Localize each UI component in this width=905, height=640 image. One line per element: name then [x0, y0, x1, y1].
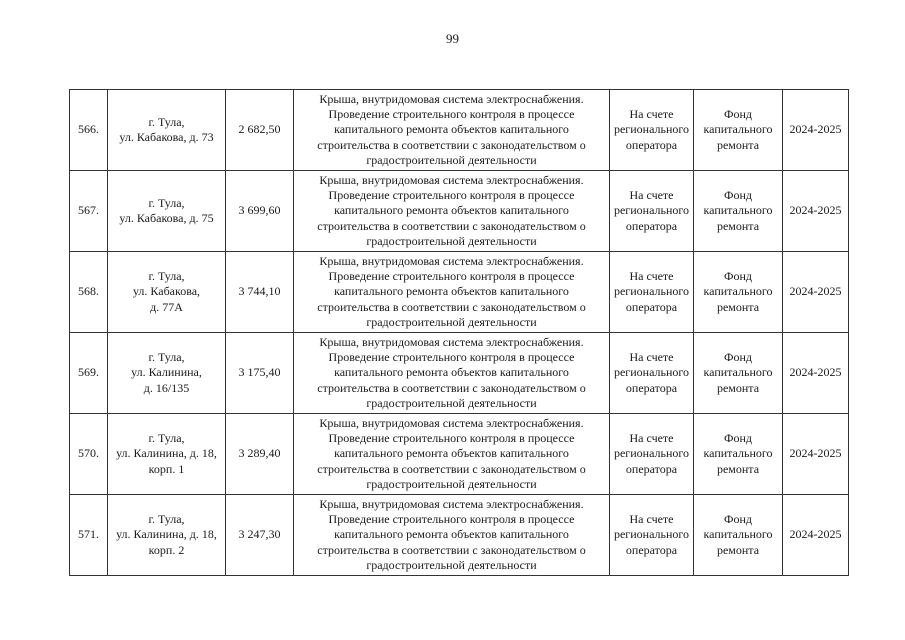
- work-type-cell-line: капитального ремонта объектов капитального: [334, 122, 569, 137]
- funding-source-cell: [694, 495, 783, 576]
- funding-source-cell-line: Фонд: [723, 188, 752, 203]
- address-cell: [108, 171, 226, 252]
- address-cell-line: д. 77А: [150, 299, 183, 314]
- address-cell-line: г. Тула,: [148, 512, 185, 527]
- work-type-cell-line: строительства в соответствии с законодательством о: [317, 380, 586, 395]
- account-cell: [610, 252, 694, 333]
- work-type-cell-line: Крыша, внутридомовая система электроснабжения.: [319, 416, 584, 431]
- address-cell-line: г. Тула,: [148, 431, 185, 446]
- funding-source-cell-line: Фонд: [723, 107, 752, 122]
- account-cell-line: оператора: [625, 218, 678, 233]
- work-type-cell-line: Крыша, внутридомовая система электроснабжения.: [319, 173, 584, 188]
- period-cell: 2024-2025: [783, 414, 849, 495]
- funding-source-cell: [694, 90, 783, 171]
- funding-source-cell: [694, 252, 783, 333]
- funding-source-cell: [694, 171, 783, 252]
- funding-source-cell-line: ремонта: [716, 218, 760, 233]
- work-type-cell-line: строительства в соответствии с законодательством о: [317, 299, 586, 314]
- work-type-cell: [294, 495, 610, 576]
- work-type-cell-line: Проведение строительного контроля в процессе: [328, 269, 575, 284]
- period-cell: 2024-2025: [783, 333, 849, 414]
- work-type-cell-line: строительства в соответствии с законодательством о: [317, 137, 586, 152]
- account-cell: [610, 414, 694, 495]
- work-type-cell-line: Крыша, внутридомовая система электроснабжения.: [319, 335, 584, 350]
- work-type-cell: [294, 252, 610, 333]
- row-number-cell: 568.: [70, 252, 108, 333]
- funding-source-cell-line: капитального: [703, 284, 773, 299]
- table-row: [70, 495, 849, 576]
- table-row: [70, 90, 849, 171]
- work-type-cell-line: строительства в соответствии с законодательством о: [317, 542, 586, 557]
- area-cell: 3 744,10: [226, 252, 294, 333]
- work-type-cell-line: капитального ремонта объектов капитального: [334, 446, 569, 461]
- row-number-cell: 566.: [70, 90, 108, 171]
- funding-source-cell-line: капитального: [703, 365, 773, 380]
- account-cell-line: регионального: [613, 527, 690, 542]
- repair-registry-table: [69, 89, 849, 576]
- funding-source-cell: [694, 333, 783, 414]
- address-cell-line: г. Тула,: [148, 195, 185, 210]
- address-cell: [108, 90, 226, 171]
- account-cell-line: регионального: [613, 365, 690, 380]
- period-cell: 2024-2025: [783, 495, 849, 576]
- account-cell-line: регионального: [613, 446, 690, 461]
- area-cell: 2 682,50: [226, 90, 294, 171]
- address-cell-line: корп. 1: [148, 461, 185, 476]
- period-cell: 2024-2025: [783, 90, 849, 171]
- work-type-cell-line: градостроительной деятельности: [366, 476, 537, 491]
- funding-source-cell-line: капитального: [703, 122, 773, 137]
- account-cell: [610, 333, 694, 414]
- account-cell-line: регионального: [613, 284, 690, 299]
- work-type-cell-line: капитального ремонта объектов капитального: [334, 284, 569, 299]
- address-cell-line: г. Тула,: [148, 269, 185, 284]
- account-cell-line: оператора: [625, 299, 678, 314]
- table-row: [70, 333, 849, 414]
- account-cell: [610, 495, 694, 576]
- account-cell-line: На счете: [629, 350, 674, 365]
- address-cell-line: ул. Кабакова, д. 73: [119, 130, 214, 144]
- page-number: 99: [446, 31, 459, 46]
- work-type-cell-line: Крыша, внутридомовая система электроснабжения.: [319, 497, 584, 512]
- funding-source-cell: [694, 414, 783, 495]
- account-cell-line: На счете: [629, 107, 674, 122]
- area-cell: 3 175,40: [226, 333, 294, 414]
- work-type-cell-line: строительства в соответствии с законодательством о: [317, 461, 586, 476]
- work-type-cell-line: Проведение строительного контроля в процессе: [328, 188, 575, 203]
- work-type-cell: [294, 333, 610, 414]
- funding-source-cell-line: капитального: [703, 203, 773, 218]
- account-cell-line: оператора: [625, 137, 678, 152]
- address-cell: [108, 414, 226, 495]
- address-cell-line: ул. Калинина, д. 18,: [116, 446, 217, 461]
- row-number-cell: 569.: [70, 333, 108, 414]
- area-cell: 3 289,40: [226, 414, 294, 495]
- period-cell: 2024-2025: [783, 171, 849, 252]
- address-cell-line: ул. Кабакова, д. 75: [119, 211, 214, 226]
- address-cell-line: д. 16/135: [143, 380, 190, 395]
- account-cell: [610, 90, 694, 171]
- account-cell-line: На счете: [629, 512, 674, 527]
- account-cell-line: регионального: [613, 122, 690, 137]
- funding-source-cell-line: ремонта: [716, 299, 760, 314]
- table-row: [70, 414, 849, 495]
- funding-source-cell-line: ремонта: [716, 461, 760, 476]
- account-cell-line: На счете: [629, 269, 674, 284]
- account-cell-line: оператора: [625, 380, 678, 395]
- work-type-cell-line: Крыша, внутридомовая система электроснабжения.: [319, 254, 584, 269]
- account-cell-line: оператора: [625, 461, 678, 476]
- work-type-cell-line: Проведение строительного контроля в процессе: [328, 107, 575, 122]
- work-type-cell-line: градостроительной деятельности: [366, 395, 537, 410]
- funding-source-cell-line: ремонта: [716, 137, 760, 152]
- work-type-cell-line: капитального ремонта объектов капитального: [334, 365, 569, 380]
- work-type-cell-line: Проведение строительного контроля в процессе: [328, 512, 575, 527]
- area-cell: 3 247,30: [226, 495, 294, 576]
- address-cell: [108, 333, 226, 414]
- row-number-cell: 570.: [70, 414, 108, 495]
- work-type-cell: [294, 171, 610, 252]
- work-type-cell-line: градостроительной деятельности: [366, 233, 537, 248]
- period-cell: 2024-2025: [783, 252, 849, 333]
- address-cell: [108, 252, 226, 333]
- table-body: [70, 90, 849, 576]
- address-cell-line: корп. 2: [148, 542, 185, 557]
- work-type-cell-line: Проведение строительного контроля в процессе: [328, 431, 575, 446]
- table-row: [70, 252, 849, 333]
- work-type-cell-line: Проведение строительного контроля в процессе: [328, 350, 575, 365]
- account-cell: [610, 171, 694, 252]
- work-type-cell-line: Крыша, внутридомовая система электроснабжения.: [319, 92, 584, 106]
- account-cell-line: регионального: [613, 203, 690, 218]
- work-type-cell-line: строительства в соответствии с законодательством о: [317, 218, 586, 233]
- account-cell-line: На счете: [629, 188, 674, 203]
- account-cell-line: На счете: [629, 431, 674, 446]
- work-type-cell-line: градостроительной деятельности: [366, 152, 537, 167]
- funding-source-cell-line: ремонта: [716, 542, 760, 557]
- work-type-cell-line: градостроительной деятельности: [366, 557, 537, 572]
- funding-source-cell-line: капитального: [703, 446, 773, 461]
- account-cell-line: оператора: [625, 542, 678, 557]
- address-cell-line: ул. Кабакова,: [132, 284, 201, 299]
- address-cell-line: г. Тула,: [148, 350, 185, 365]
- funding-source-cell-line: ремонта: [716, 380, 760, 395]
- address-cell-line: г. Тула,: [148, 114, 185, 129]
- work-type-cell-line: капитального ремонта объектов капитального: [334, 203, 569, 218]
- table-row: [70, 171, 849, 252]
- address-cell-line: ул. Калинина, д. 18,: [116, 527, 217, 542]
- funding-source-cell-line: капитального: [703, 527, 773, 542]
- funding-source-cell-line: Фонд: [723, 431, 752, 446]
- address-cell: [108, 495, 226, 576]
- work-type-cell: [294, 90, 610, 171]
- work-type-cell-line: капитального ремонта объектов капитального: [334, 527, 569, 542]
- work-type-cell: [294, 414, 610, 495]
- work-type-cell-line: градостроительной деятельности: [366, 314, 537, 329]
- funding-source-cell-line: Фонд: [723, 350, 752, 365]
- funding-source-cell-line: Фонд: [723, 269, 752, 284]
- address-cell-line: ул. Калинина,: [131, 365, 202, 380]
- row-number-cell: 571.: [70, 495, 108, 576]
- funding-source-cell-line: Фонд: [723, 512, 752, 527]
- area-cell: 3 699,60: [226, 171, 294, 252]
- row-number-cell: 567.: [70, 171, 108, 252]
